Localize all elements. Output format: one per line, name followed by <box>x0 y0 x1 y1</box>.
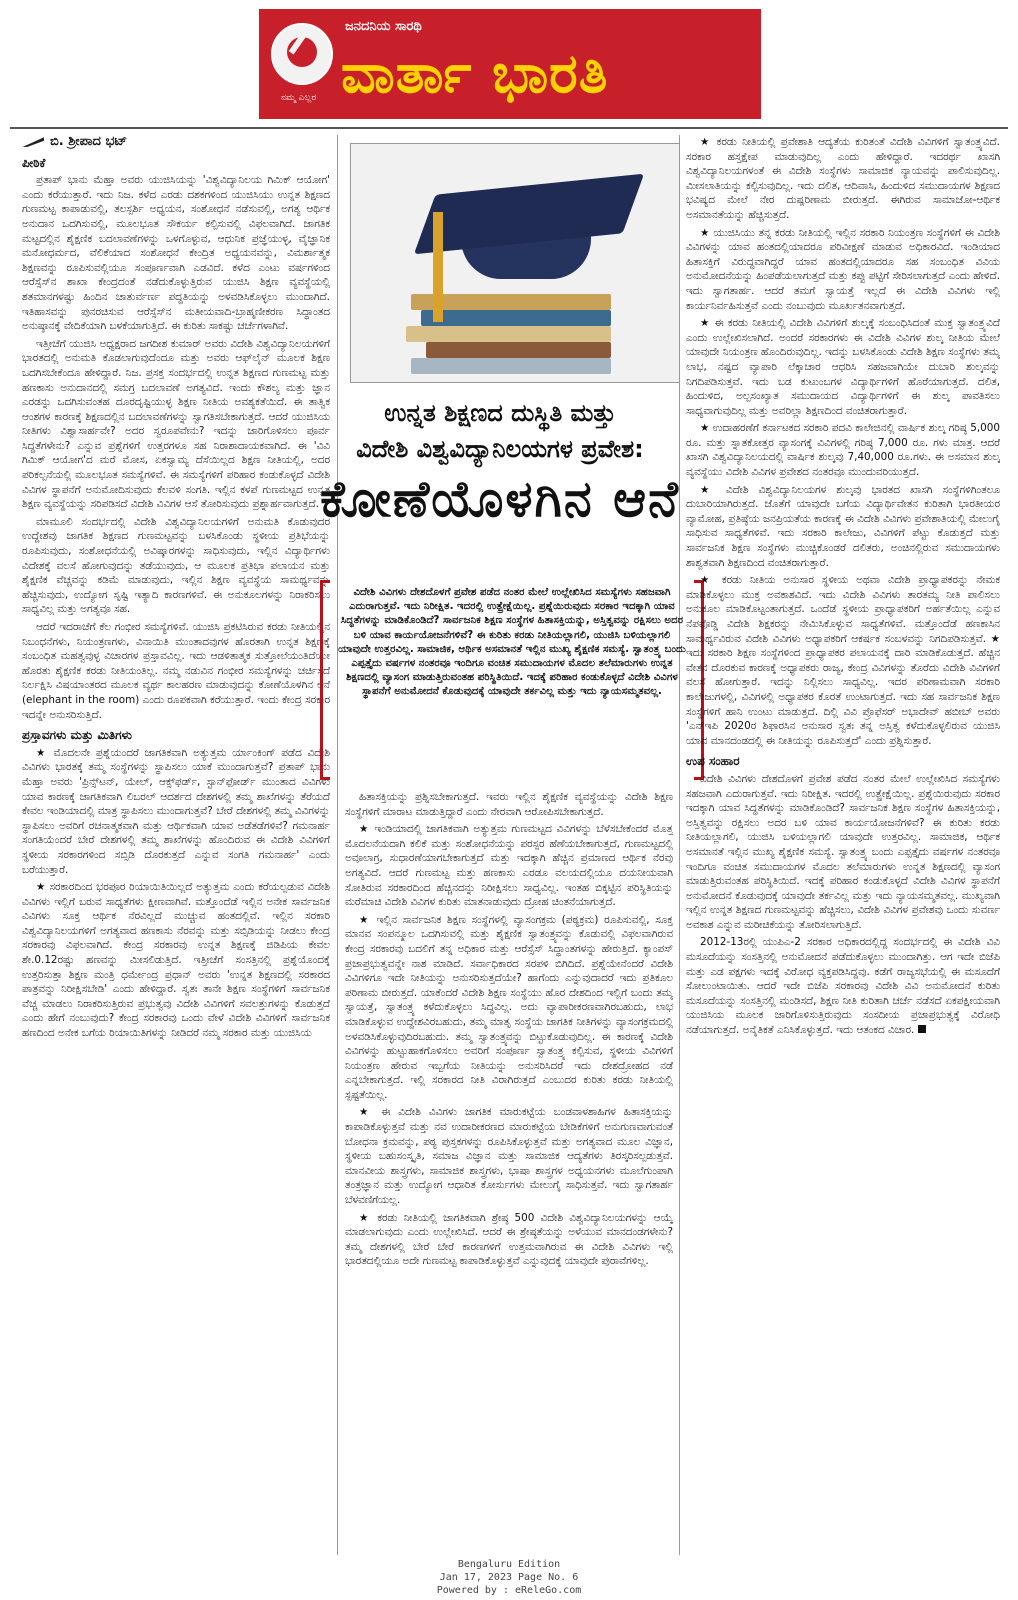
paragraph: ★ ಕರಡು ನೀತಿಯ ಅನುಸಾರ ಸ್ಥಳೀಯ ಅಥವಾ ವಿದೇಶಿ ಪ್ರಾಧ್ಯಾಪಕರನ್ನು ನೇಮಕ ಮಾಡಿಕೊಳ್ಳಲು ಮುಕ್ತ ಅವಕಾಶವಿದೆ. ಇದು ವಿದೇಶಿ ವಿವಿಗಳು ತಾರತಮ್ಯ ನೀತಿ ಪಾಲಿಸಲು ಅನುಕೂಲ ಮಾಡಿಕೊಟ್ಟಂತಾಗುತ್ತದೆ. ಒಂದೆಡೆ ಸ್ಥಳೀಯ ಪ್ರಾಧ್ಯಾಪಕರಿಗೆ ಅರ್ಹತೆಯಿಲ್ಲ ಎನ್ನುವ ನೆಪವೊಡ್ಡಿ ವಿದೇಶಿ ಶಿಕ್ಷಕರನ್ನು ನೇಮಿಸಿಕೊಳ್ಳುವ ಸಾಧ್ಯತೆಗಳಿವೆ. ಮತ್ತೊಂದೆಡೆ ಹಣಕಾಸಿನ ಸಾಮರ್ಥ್ಯವಿರುವ ವಿದೇಶಿ ವಿವಿಗಳು ಅಧ್ಯಾಪಕರಿಗೆ ಆಕರ್ಷಕ ಸಂಬಳವನ್ನು ನಿಗದಿಪಡಿಸುತ್ತವೆ. ★ ಇದು ಸರಕಾರಿ ಶಿಕ್ಷಣ ಸಂಸ್ಥೆಗಳಿಂದ ಪ್ರಾಧ್ಯಾಪಕರ ಪಲಾಯನಕ್ಕೆ ದಾರಿ ಮಾಡಿಕೊಡುತ್ತದೆ. ಹೆಚ್ಚಿನ ವೇತನ ದೊರಕುವ ಕಾರಣಕ್ಕೆ ಅಧ್ಯಾಪಕರು ರಾಜ್ಯ, ಕೇಂದ್ರ ವಿವಿಗಳನ್ನು ತೊರೆದು ವಿದೇಶಿ ವಿವಿಗಳಿಗೆ ವಲಸೆ ಹೋಗುತ್ತಾರೆ. ಇದನ್ನು ನಿಲ್ಲಿಸಲು ಸಾಧ್ಯವಿಲ್ಲ. ಇದರ ಪರಿಣಾಮವಾಗಿ ಸರಕಾರಿ ಕಾಲೇಜುಗಳಲ್ಲಿ, ವಿವಿಗಳಲ್ಲಿ ಅಧ್ಯಾಪಕರ ಕೊರತೆ ಉಂಟಾಗುತ್ತದೆ. ಇದು ಸಹ ಸಾರ್ವಜನಿಕ ಶಿಕ್ಷಣ ಸಂಸ್ಥೆಗಳಿಗೆ ಹಾನಿ ಉಂಟು ಮಾಡುತ್ತದೆ. ದಿಲ್ಲಿ ವಿವಿ ಪ್ರೊಫೆಸರ್ ಅಭಾದೇವ್ ಹಬೀಬ್ ಅವರು 'ಎನ್‌ಇಪಿ 2020ರ ಶಿಫಾರಸಿನ ಅನುಸಾರ ಸ್ವತಃ ತನ್ನ ಅಸ್ತಿತ್ವ ಕಳೆದುಕೊಳ್ಳಲಿರುವ ಯುಜಿಸಿ ಯಾವ ಮಾನದಂಡದಲ್ಲಿ ಈ ನೀತಿಯನ್ನು ರೂಪಿಸುತ್ತದೆ' ಎಂದು ಪ್ರಶ್ನಿಸುತ್ತಾರೆ. <box>686 574 1000 747</box>
paragraph: ★ ಕರಡು ನೀತಿಯಲ್ಲಿ ಜಾಗತಿಕವಾಗಿ ಶ್ರೇಷ್ಠ 500 ವಿದೇಶಿ ವಿಶ್ವವಿದ್ಯಾನಿಲಯಗಳನ್ನು ಆಯ್ಕೆ ಮಾಡಲಾಗುವುದು ಎಂದು ಉಲ್ಲೇಖಿಸಿದೆ. ಆದರೆ ಈ ಶ್ರೇಷ್ಠತೆಯನ್ನು ಅಳೆಯುವ ಮಾನದಂಡಗಳೇನು? ತಮ್ಮ ದೇಶಗಳಲ್ಲಿ ಬೇರೆ ಬೇರೆ ಕಾರಣಗಳಿಗೆ ಉತ್ತಮವಾಗಿರುವ ಈ ವಿದೇಶಿ ವಿವಿಗಳು ಇಲ್ಲಿ ಭಾರತದಲ್ಲಿಯೂ ಅದೇ ಗುಣಮಟ್ಟ ಕಾಪಾಡಿಕೊಳ್ಳುತ್ತವೆ ಎನ್ನುವುದಕ್ಕೆ ಯಾವುದೇ ಪುರಾವೆಗಳಿಲ್ಲ. <box>345 1211 673 1268</box>
paragraph: ★ ಈ ಕರಡು ನೀತಿಯಲ್ಲಿ ವಿದೇಶಿ ವಿವಿಗಳಿಗೆ ಶುಲ್ಕಕ್ಕೆ ಸಂಬಂಧಿಸಿದಂತೆ ಮುಕ್ತ ಸ್ವಾತಂತ್ರ್ಯವಿದೆ ಎಂದು ಉಲ್ಲೇಖಿಸಲಾಗಿದೆ. ಅಂದರೆ ಸರಕಾರಗಳು ಈ ವಿದೇಶಿ ವಿವಿಗಳ ಶುಲ್ಕ ನೀತಿಯ ಮೇಲೆ ಯಾವುದೇ ನಿಯಂತ್ರಣ ಹೊಂದಿರುವುದಿಲ್ಲ. ಇದನ್ನು ಬಳಸಿಕೊಂಡು ವಿದೇಶಿ ಶಿಕ್ಷಣ ಸಂಸ್ಥೆಗಳು ತಮ್ಮ ಲಾಭ, ನಷ್ಟದ ವ್ಯಾಪಾರಿ ಲೆಕ್ಕಾಚಾರ ಆಧರಿಸಿ ಸಹಜವಾಗಿಯೇ ದುಬಾರಿ ಶುಲ್ಕವನ್ನು ನಿಗದಿಪಡಿಸುತ್ತವೆ. ಇದು ಬಡ ಕುಟುಂಬಗಳ ವಿದ್ಯಾರ್ಥಿಗಳಿಗೆ ಹೊರೆಯಾಗುತ್ತದೆ. ದಲಿತ, ಹಿಂದುಳಿದ, ಅಲ್ಪಸಂಖ್ಯಾತ ಸಮುದಾಯದ ವಿದ್ಯಾರ್ಥಿಗಳಿಗೆ ಈ ಶುಲ್ಕ ಪಾವತಿಸಲು ಸಾಧ್ಯವಾಗುವುದಿಲ್ಲ ಮತ್ತು ಅವರಿಲ್ಲಾ ಶಿಕ್ಷಣದಿಂದ ವಂಚಿತರಾಗುತ್ತಾರೆ. <box>686 317 1000 417</box>
pull-quote-text: ವಿದೇಶಿ ವಿವಿಗಳು ದೇಶದೊಳಗೆ ಪ್ರವೇಶ ಪಡೆದ ನಂತರ ಮೇಲೆ ಉಲ್ಲೇಖಿಸಿದ ಸಮಸ್ಯೆಗಳು ಸಹಜವಾಗಿ ಎದುರಾಗುತ್ತವೆ. ಇದು ನಿರೀಕ್ಷಿತ. ಇದರಲ್ಲಿ ಉತ್ಪ್ರೇಕ್ಷೆಯಿಲ್ಲ. ಪ್ರಶ್ನೆಯಿರುವುದು ಸರಕಾರ ಇದಕ್ಕಾಗಿ ಯಾವ ಸಿದ್ಧತೆಗಳನ್ನು ಮಾಡಿಕೊಂಡಿದೆ? ಸಾರ್ವಜನಿಕ ಶಿಕ್ಷಣ ಸಂಸ್ಥೆಗಳ ಹಿತಾಸಕ್ತಿಯನ್ನು, ಅಸ್ತಿತ್ವವನ್ನು ರಕ್ಷಿಸಲು ಅದರ ಬಳಿ ಯಾವ ಕಾರ್ಯಯೋಜನೆಗಳಿವೆ? ಈ ಕುರಿತು ಕರಡು ನೀತಿಯಲ್ಲಾಗಲಿ, ಯುಜಿಸಿ ಬಳಿಯಲ್ಲಾಗಲಿ ಯಾವುದೇ ಉತ್ತರವಿಲ್ಲ. ಸಾಮಾಜಿಕ, ಆರ್ಥಿಕ ಅಸಮಾನತೆ ಇಲ್ಲಿನ ಮುಖ್ಯ ಶೈಕ್ಷಣಿಕ ಸಮಸ್ಯೆ. ಸ್ವಾತಂತ್ರ್ಯ ಬಂದು ಎಪ್ಪತ್ತೈದು ವರ್ಷಗಳ ನಂತರವೂ ಇಂದಿಗೂ ವಂಚಿತ ಸಮುದಾಯಗಳ ಮೊದಲ ತಲೆಮಾರುಗಳು ಉನ್ನತ ಶಿಕ್ಷಣದಲ್ಲಿ ವ್ಯಾಸಂಗ ಮಾಡುತ್ತಿರುವಂತಹ ಪರಿಸ್ಥಿತಿಯಿದೆ. ಇದಕ್ಕೆ ಪರಿಹಾರ ಕಂಡುಕೊಳ್ಳದೆ ವಿದೇಶಿ ವಿವಿಗಳ ಸ್ಥಾಪನೆಗೆ ಅನುಮೋದನೆ ಕೊಡುವುದಕ್ಕೆ ಯಾವುದೇ ತರ್ಕವಿಲ್ಲ ಮತ್ತು ಇದು ನ್ಯಾಯಸಮ್ಮತವಲ್ಲ. <box>338 587 686 698</box>
paragraph: ಆದರೆ ಇದರಾಚೆಗೆ ಕೆಲ ಗಂಭೀರ ಸಮಸ್ಯೆಗಳಿವೆ. ಯುಜಿಸಿ ಪ್ರಕಟಿಸಿರುವ ಕರಡು ನೀತಿಯಲ್ಲಿನ ನಿಬಂಧನೆಗಳು, ನಿಯಂತ್ರಣಗಳು, ವಿನಾಯಿತಿ ಮುಂತಾದವುಗಳ ಹೊರತಾಗಿ ಉನ್ನತ ಶಿಕ್ಷಣಕ್ಕೆ ಸಂಬಂಧಿತ ಮಹತ್ವವುಳ್ಳ ವಿಚಾರಗಳ ಪ್ರಸ್ತಾವವಿಲ್ಲ. ಇದು ಆಡಳಿತಾತ್ಮಕ ಸುತ್ತೋಲೆಯಂತಿದೆಯೇ ಹೊರತು ಶೈಕ್ಷಣಿಕ ಕರಡು ನೀತಿಯಂತಿಲ್ಲ. ನಮ್ಮ ನಡುವಿನ ಗಂಭೀರ ಸಮಸ್ಯೆಗಳನ್ನು ಚರ್ಚಿಸದೆ ನಿರ್ಲಕ್ಷಿಸಿ ವಿಷಯಾಂತರದ ಮೂಲಕ ವ್ಯರ್ಥ ಕಾಲಹರಣ ಮಾಡುವುದನ್ನು ಕೋಣೆಯೊಳಗಿನ ಆನೆ (elephant in the room) ಎಂದು ರೂಪಕವಾಗಿ ಕರೆಯುತ್ತಾರೆ. ಇಂದು ಕೇಂದ್ರ ಸರಕಾರ ಇದನ್ನೇ ಅನುಸರಿಸುತ್ತಿದೆ. <box>22 621 330 721</box>
edition-label: Bengaluru Edition <box>457 1559 561 1570</box>
quote-bracket-left <box>320 580 330 780</box>
article-column-2 <box>345 790 673 1552</box>
section-heading: ಪೀಠಿಕೆ <box>22 155 46 170</box>
section-heading: ಪ್ರಸ್ತಾವಗಳು ಮತ್ತು ಮಿತಿಗಳು <box>22 728 132 743</box>
headline-line-2: ವಿದೇಶಿ ವಿಶ್ವವಿದ್ಯಾನಿಲಯಗಳ ಪ್ರವೇಶ: <box>356 435 644 463</box>
column-divider-1 <box>337 135 338 1555</box>
paragraph: ★ ಇಂಡಿಯಾದಲ್ಲಿ ಜಾಗತಿಕವಾಗಿ ಅತ್ಯುತ್ತಮ ಗುಣಮಟ್ಟದ ವಿವಿಗಳನ್ನು ಬೆಳೆಸಬೇಕೆಂದರೆ ಮೊತ್ತ ಮೊದಲನೆಯದಾಗಿ ಕಲಿಕೆ ಮತ್ತು ಸಂಶೋಧನೆಯನ್ನು ಪರಸ್ಪರ ಹೆಣೆಯಬೇಕಾಗುತ್ತದೆ, ಗುಣಮಟ್ಟದಲ್ಲಿ ಅವೂಲಾಗ್ರ, ಸುಧಾರಣೆಯಾಗಬೇಕಾಗುತ್ತದೆ ಮತ್ತು ಇದಕ್ಕಾಗಿ ಹೆಚ್ಚಿನ ಪ್ರಮಾಣದ ಆರ್ಥಿಕ ನೆರವು ಅಗತ್ಯವಿದೆ. ಆದರೆ ಗುಣಮಟ್ಟ ಮತ್ತು ಹಣಕಾಸು ಎರಡೂ ವಲಯದಲ್ಲಿಯೂ ದಯನೀಯವಾಗಿ ಸೋತಿರುವ ಸರಕಾರದಿಂದ ಹೆಚ್ಚಿನದನ್ನು ನಿರೀಕ್ಷಿಸಲು ಸಾಧ್ಯವಿಲ್ಲ. ಇಂತಹ ಬಿಕ್ಕಟ್ಟಿನ ಪರಿಸ್ಥಿತಿಯನ್ನು ಮರೆಮಾಚಿ ವಿದೇಶಿ ವಿವಿಗಳ ಕುರಿತು ಮಾತನಾಡುವುದು ದ್ರೋಹ ಚಿಂತನೆಯಾಗುತ್ತದೆ. <box>345 823 673 909</box>
paragraph: ಮಾಮೂಲಿ ಸಂದರ್ಭದಲ್ಲಿ ವಿದೇಶಿ ವಿಶ್ವವಿದ್ಯಾನಿಲಯಗಳಿಗೆ ಅನುಮತಿ ಕೊಡುವುದರ ಉದ್ದೇಶವು ಜಾಗತಿಕ ಶಿಕ್ಷಣದ ಗುಣಮಟ್ಟವನ್ನು ಬಳಸಿಕೊಂಡು ಸ್ಥಳೀಯ ಪ್ರತಿಭೆಯನ್ನು ರೂಪಿಸುವುದು, ಸಂಶೋಧನೆಯಲ್ಲಿ ಅವಿಷ್ಕಾರಗಳನ್ನು ಸಾಧಿಸುವುದು, ಇಲ್ಲಿನ ವಿದ್ಯಾರ್ಥಿಗಳು ವಿದೇಶಕ್ಕೆ ವಲಸೆ ಹೋಗುವುದನ್ನು ತಡೆಯುವುದು, ಆ ಮೂಲಕ ಪ್ರತಿಭಾ ಪಲಾಯನ ಮತ್ತು ಶೈಕ್ಷಣಿಕ ವೆಚ್ಚವನ್ನು ಕಡಿಮೆ ಮಾಡುವುದು, ಇಲ್ಲಿನ ಶಿಕ್ಷಣ ವ್ಯವಸ್ಥೆಯ ಸಾಮರ್ಥ್ಯವನ್ನು ಹೆಚ್ಚಿಸುವುದು, ಉದ್ಯೋಗ ಸೃಷ್ಟಿ ಇತ್ಯಾದಿ ಕಾರಣಗಳಿವೆ. ಈ ಅನುಕೂಲಗಳನ್ನು ನಿರಾಕರಿಸಲು ಸಾಧ್ಯವಿಲ್ಲ ಮತ್ತು ಅಗತ್ಯವೂ ಸಹ. <box>22 515 330 616</box>
paragraph: ★ ಯುಜಿಸಿಯು ತನ್ನ ಕರಡು ನೀತಿಯಲ್ಲಿ ಇಲ್ಲಿನ ಸರಕಾರಿ ನಿಯಂತ್ರಣ ಸಂಸ್ಥೆಗಳಿಗೆ ಈ ವಿದೇಶಿ ವಿವಿಗಳನ್ನು ಯಾವ ಹಂತದಲ್ಲಿಯಾದರೂ ಪರಿವೀಕ್ಷಣೆ ಮಾಡುವ ಅಧಿಕಾರವಿದೆ. ಇಂಡಿಯಾದ ಹಿತಾಸಕ್ತಿಗೆ ವಿರುದ್ಧವಾಗಿದ್ದರೆ ಯಾವ ಹಂತದಲ್ಲಿಯಾದರೂ ಸಹ ಸಂಬಂಧಿತ ವಿವಿಯ ಅನುಮೋದನೆಯನ್ನು ಹಿಂಪಡೆಯಲಾಗುತ್ತದೆ ಮತ್ತು ಕಪ್ಪು ಪಟ್ಟಿಗೆ ಸೇರಿಸಲಾಗುತ್ತದೆ ಎಂದು ಹೇಳಿದೆ. ಇದು ಸ್ವಾಗತಾರ್ಹ. ಆದರೆ ತಮಗೆ ಸ್ವಾಯತ್ತೆ ಇಲ್ಲದೆ ಈ ವಿದೇಶಿ ವಿವಿಗಳು ಇಲ್ಲಿ ಕಾರ್ಯನಿರ್ವಹಿಸುತ್ತವೆ ಎಂದು ನಂಬುವುದು ಮೂರ್ಖತನವಾಗುತ್ತದೆ. <box>686 226 1000 312</box>
paragraph: ★ ಈ ವಿದೇಶಿ ವಿವಿಗಳು ಜಾಗತಿಕ ಮಾರುಕಟ್ಟೆಯ ಬಂಡವಾಳಶಾಹಿಗಳ ಹಿತಾಸಕ್ತಿಯನ್ನು ಕಾಪಾಡಿಕೊಳ್ಳುತ್ತವೆ ಮತ್ತು ನವ ಉದಾರೀಕರಣದ ಮಾರುಕಟ್ಟೆಯ ಬೇಡಿಕೆಗಳಿಗೆ ಅನುಗುಣವಾಗುವಂತೆ ಬೋಧನಾ ಕ್ರಮವನ್ನು, ಪಠ್ಯ ಪುಸ್ತಕಗಳನ್ನು ರೂಪಿಸಿಕೊಳ್ಳುತ್ತವೆ ಮತ್ತು ಅಗತ್ಯವಾದ ಮೂಲ ವಿಜ್ಞಾನ, ಸ್ಥಳೀಯ ಬಹುಸಂಸ್ಕೃತಿ, ಸಮಾಜ ವಿಜ್ಞಾನ ಮತ್ತು ಸಾಮಾಜಿಕ ಆದ್ಯತೆಗಳು ತಿರಸ್ಕರಿಸಲ್ಪಡುತ್ತವೆ. ಮಾನವೀಯ ಶಾಸ್ತ್ರಗಳು, ಸಾಮಾಜಿಕ ಶಾಸ್ತ್ರಗಳು, ಭಾಷಾ ಶಾಸ್ತ್ರಗಳ ಅಧ್ಯಯನಗಳು ಮೂಲೆಗುಂಪಾಗಿ ತಂತ್ರಜ್ಞಾನ ಮತ್ತು ಉದ್ಯೋಗ ಆಧಾರಿತ ಕೋರ್ಸುಗಳು ಮೇಲುಗೈ ಸಾಧಿಸುತ್ತವೆ. ಇದು ಸ್ವಾಗತಾರ್ಹ ಬೆಳವಣಿಗೆಯಲ್ಲ. <box>345 1106 673 1207</box>
paragraph: ಹಿತಾಸಕ್ತಿಯನ್ನು ಪ್ರಶ್ನಿಸಬೇಕಾಗುತ್ತದೆ. ಇವರು ಇಲ್ಲಿನ ಶೈಕ್ಷಣಿಕ ವ್ಯವಸ್ಥೆಯನ್ನು ವಿದೇಶಿ ಶಿಕ್ಷಣ ಸಂಸ್ಥೆಗಳಿಗೆ ಮಾರಾಟ ಮಾಡುತ್ತಿದ್ದಾರೆ ಎಂದು ನೇರವಾಗಿ ಆರೋಪಿಸಬೇಕಾಗುತ್ತದೆ. <box>345 791 673 818</box>
paragraph: ಪ್ರತಾಪ್ ಭಾನು ಮೆಹ್ತಾ ಅವರು ಯುಜಿಸಿಯನ್ನು 'ವಿಶ್ವವಿದ್ಯಾನಿಲಯ ಗಿಮಿಕ್ ಆಯೋಗ' ಎಂದು ಕರೆಯುತ್ತಾರೆ. ಇದು ನಿಜ. ಕಳೆದ ಎರಡು ದಶಕಗಳಿಂದ ಯುಜಿಸಿಯು ಉನ್ನತ ಶಿಕ್ಷಣದ ಗುಣಮಟ್ಟ ಕಾಪಾಡುವಲ್ಲಿ, ತಲಸ್ಪರ್ಶಿ ಅಧ್ಯಯನ, ಸಂಶೋಧನೆ ನಡೆಸುವಲ್ಲಿ, ಅಗತ್ಯ ಆರ್ಥಿಕ ಅನುದಾನ ಒದಗಿಸುವಲ್ಲಿ, ಮೂಲಭೂತ ಸೌಕರ್ಯ ಕಲ್ಪಿಸುವಲ್ಲಿ ವಿಫಲವಾಗಿದೆ. ಜಾಗತಿಕ ಮಟ್ಟದಲ್ಲಿನ ಶೈಕ್ಷಣಿಕ ಬದಲಾವಣೆಗಳನ್ನು ಒಳಗೊಳ್ಳುವ, ಆಧುನಿಕ ಪ್ರಜ್ಞೆಯುಳ್ಳ, ವೈಜ್ಞಾನಿಕ ಮನೋಧರ್ಮದ, ವೆಲಿಕೆಯಾದ ಸಂಶೋಧನೆ ಕೇಂದ್ರಿತ ಅಧ್ಯಯನವನ್ನು, ವಿಮರ್ಶಾತ್ಮಕ ಶಿಕ್ಷಣವನ್ನು ರೂಪಿಸುವಲ್ಲಿಯೂ ಸಂಪೂರ್ಣವಾಗಿ ಎಡವಿದೆ. ಕಳೆದ ಎಂಟು ವರ್ಷಗಳಿಂದ ಆರೆಸ್ಸೆಸ್‌ನ ಶಾಖಾ ಕೇಂದ್ರದಂತೆ ನಡೆದುಕೊಳ್ಳುತ್ತಿರುವ ಯುಜಿಸಿ ಶಿಕ್ಷಣ ವ್ಯವಸ್ಥೆಯಲ್ಲಿ ಶತಮಾನಗಳಷ್ಟು ಹಿಂದಿನ ಚಾತುರ್ವರ್ಣ ಪದ್ಧತಿಯನ್ನು ಅಳವಡಿಸಿಕೊಳ್ಳಲು ಮುಂದಾಗಿದೆ. ಇತಿಹಾಸವನ್ನು ಪುನರಚಿಸುವ ಆರೆಸ್ಸೆಸ್‌ನ ಮತೀಯವಾದಿ-ಬ್ರಾಹ್ಮಣೀಕರಣ ಸಿದ್ಧಾಂತದ ಅನುಷ್ಠಾನಕ್ಕೆ ವೇದಿಕೆಯಾಗಿ ಬಳಕೆಯಾಗುತ್ತಿದೆ. ಈ ಕುರಿತು ಸಾಕಷ್ಟು ಚರ್ಚೆಗಳಾಗಿವೆ. <box>22 174 330 333</box>
paragraph <box>686 935 1000 1037</box>
paragraph: ★ ಕರಡು ನೀತಿಯಲ್ಲಿ ಪ್ರವೇಶಾತಿ ಆದ್ಯತೆಯ ಕುರಿತಂತೆ ವಿದೇಶಿ ವಿವಿಗಳಿಗೆ ಸ್ವಾತಂತ್ರ್ಯವಿದೆ. ಸರಕಾರ ಹಸ್ತಕ್ಷೇಪ ಮಾಡುವುದಿಲ್ಲ ಎಂದು ಹೇಳಿದ್ದಾರೆ. ಇದರರ್ಥ ಖಾಸಗಿ ವಿಶ್ವವಿದ್ಯಾನಿಲಯಗಳಂತೆ ಈ ವಿದೇಶಿ ಸಂಸ್ಥೆಗಳು ಸಾಮಾಜಿಕ ನ್ಯಾಯವನ್ನು ಪಾಲಿಸುವುದಿಲ್ಲ. ಮೀಸಲಾತಿಯನ್ನು ಕಲ್ಪಿಸುವುದಿಲ್ಲ. ಇದು ದಲಿತ, ಆದಿವಾಸಿ, ಹಿಂದುಳಿದ ಸಮುದಾಯಗಳ ಶಿಕ್ಷಣದ ಭವಿಷ್ಯದ ಮೇಲೆ ನೇರ ದುಷ್ಪರಿಣಾಮ ಬೀರುತ್ತದೆ. ಈಗಿರುವ ಸಾಮಾಜೋ-ಆರ್ಥಿಕ ಅಸಮಾನತೆಯನ್ನು ಹೆಚ್ಚಿಸುತ್ತದೆ. <box>686 136 1000 221</box>
end-of-article-mark <box>918 1025 926 1033</box>
section-heading: ಉಪ ಸಂಹಾರ <box>686 754 740 769</box>
paragraph-text: 2012-13ರಲ್ಲಿ ಯುಪಿಎ-2 ಸರಕಾರ ಅಧಿಕಾರದಲ್ಲಿದ್ದ ಸಂದರ್ಭದಲ್ಲಿ ಈ ವಿದೇಶಿ ವಿವಿ ಮಸೂದೆಯನ್ನು ಸಂಸತ್ತಿನಲ್ಲಿ ಅನುಮೋದನೆ ಪಡೆದುಕೊಳ್ಳಲು ಮುಂದಾಗಿತ್ತು. ಆಗ ಇದೇ ಬಿಜೆಪಿ ಮತ್ತು ಎಡ ಪಕ್ಷಗಳು ಇದಕ್ಕೆ ವಿರೋಧ ವ್ಯಕ್ತಪಡಿಸಿದ್ದವು. ಕಡೆಗೆ ರಾಜ್ಯಸಭೆಯಲ್ಲಿ ಈ ಮಸೂದೆಗೆ ಸೋಲುಂಟಾಯಿತು. ಆದರೆ ಇದೇ ಬಿಜೆಪಿ ಸರಕಾರವು ವಿದೇಶಿ ವಿವಿ ಅನುಮೋದನೆ ಕುರಿತು ಮಸೂದೆಯನ್ನು ಸಂಸತ್ತಿನಲ್ಲಿ ಮಂಡಿಸದೆ, ಶಿಕ್ಷಣ ನೀತಿ ಕುರಿತಾಗಿ ಚರ್ಚೆ ನಡೆಸದೆ ಏಕಪಕ್ಷೀಯವಾಗಿ ಯುಜಿಸಿಯ ಮೂಲಕ ಜಾರಿಗೊಳಿಸುತ್ತಿರುವುದು ಸಂಸದೀಯ ಪ್ರಜಾಪ್ರಭುತ್ವಕ್ಕೆ ವಿರೋಧಿ ನಡೆಯಾಗುತ್ತದೆ. ಅನೈತಿಕತೆ ಎನಿಸಿಕೊಳ್ಳುತ್ತದೆ. ಇದು ಆತಂಕದ ವಿಚಾರ. <box>686 936 1000 1037</box>
globe-logo-icon <box>271 23 333 85</box>
date-page-label: Jan 17, 2023 Page No. 6 <box>439 1572 579 1583</box>
byline <box>22 135 330 150</box>
pen-icon <box>22 137 44 147</box>
graduation-cap-books-photo <box>350 143 680 383</box>
masthead-motto: ನಮ್ಮ ಎಲ್ಲರ <box>281 93 317 103</box>
masthead-logo <box>259 9 761 119</box>
paragraph: ಇತ್ತೀಚೆಗೆ ಯುಜಿಸಿ ಅಧ್ಯಕ್ಷರಾದ ಜಗದೀಶ ಕುಮಾರ್ ಅವರು ವಿದೇಶಿ ವಿಶ್ವವಿದ್ಯಾನಿಲಯಗಳಿಗೆ ಭಾರತದಲ್ಲಿ ಅನುಮತಿ ಕೊಡಲಾಗುವುದೆಂದೂ ಮತ್ತು ಅವರು ಆಫ್‌ಲೈನ್ ಮೂಲಕ ಶಿಕ್ಷಣ ಒದಗಿಸಬೇಕೆಂದೂ ಹೇಳಿದ್ದಾರೆ. ನಿಜ. ಪ್ರಸಕ್ತ ಸಂದರ್ಭದಲ್ಲಿ ಉನ್ನತ ಶಿಕ್ಷಣದ ಗುಣಮಟ್ಟ ಮತ್ತು ಹಣಕಾಸು ಅನುದಾನದಲ್ಲಿ ಸಮಗ್ರ ಬದಲಾವಣೆ ಅಗತ್ಯವಿದೆ. ಇಂದು ಕೌಶಲ್ಯ ಮತ್ತು ಜ್ಞಾನ ಎರಡನ್ನು ಒದಗಿಸುವಂತಹ ದೂರದೃಷ್ಟಿಯುಳ್ಳ ಶಿಕ್ಷಣ ನೀತಿಯ ಅವಶ್ಯಕತೆಯಿದೆ. ಈ ತಾತ್ವಿಕ ಆಂಶಗಳ ಕಾರಣಕ್ಕೆ ಶಿಕ್ಷಣದಲ್ಲಿನ ಬದಲಾವಣೆಗಳನ್ನು ಸ್ವಾಗತಿಸಬೇಕಾಗುತ್ತದೆ. ಆದರೆ ಯುಜಿಸಿಯ ನೀತಿಗಳು ವಿಶ್ವಾಸಾರ್ಹವೇ? ಅದರ ಸ್ವರೂಪವೇನು? ಇದನ್ನು ಜಾರಿಗೊಳಿಸಲು ಪೂರ್ವ ಸಿದ್ಧತೆಗಳೇನು? ಎನ್ನುವ ಪ್ರಶ್ನೆಗಳಿಗೆ ಉತ್ತರಗಳೂ ಸಹ ನಿರಾಶಾದಾಯಕವಾಗಿದೆ. ಈ 'ವಿವಿ ಗಿಮಿಕ್ ಆಯೋಗ'ದ ಮರೆ ಮೋಸ, ಏಕಸ್ವಾಮ್ಯ ದೆಸೆಯಿಲ್ಲದ ಶಿಕ್ಷಣ ನೀತಿಯಲ್ಲಿ, ಅದರ ಪರಿಕಲ್ಪನೆಯಲ್ಲಿ ಮೂಲಭೂತ ಸಮಸ್ಯೆಗಳಿವೆ. ಈ ಸಮಸ್ಯೆಗಳಿಗೆ ಪರಿಹಾರ ಕಂಡುಕೊಳ್ಳದೆ ವಿದೇಶಿ ವಿವಿಗಳ ಸ್ಥಾಪನೆಗೆ ಅನುಮೋದಿಸುವುದು ಕೆಲವಳಿ ಸಂಗತಿ. ಇಲ್ಲಿನ ಕಳಪೆ ಗುಣಮಟ್ಟದ ಉನ್ನತ ಶಿಕ್ಷಣ ವ್ಯವಸ್ಥೆಯನ್ನು ಸರಿಪಡಿಸದೆ ವಿದೇಶಿ ವಿವಿಗಳ ಆಸೆ ತೋರಿಸುವುದು ಪ್ರಶ್ನಾರ್ಹವಾಗುತ್ತದೆ. <box>22 337 330 511</box>
article-column-1 <box>22 135 330 1553</box>
pull-quote <box>320 580 704 780</box>
paragraph: ★ ಸರಕಾರದಿಂದ ಭರಪೂರ ರಿಯಾಯಿತಿಯಿಲ್ಲದೆ ಅತ್ಯುತ್ತಮ ಎಂದು ಕರೆಯಲ್ಪಡುವ ವಿದೇಶಿ ವಿವಿಗಳು ಇಲ್ಲಿಗೆ ಬರುವ ಸಾಧ್ಯತೆಗಳು ಕ್ಷೀಣವಾಗಿವೆ. ಮತ್ತೊಂದೆಡೆ ಇಲ್ಲಿನ ಅನೇಕ ಸಾರ್ವಜನಿಕ ವಿವಿಗಳು ಸೂಕ್ತ ಆರ್ಥಿಕ ನೆರವಿಲ್ಲದೆ ಮುಚ್ಚುವ ಹಂತದಲ್ಲಿವೆ. ಇಲ್ಲಿನ ಸರಕಾರಿ ವಿಶ್ವವಿದ್ಯಾನಿಲಯಗಳಿಗೆ ಅಗತ್ಯವಾದ ಹಣಕಾಸು ನೆರವನ್ನು ಮತ್ತು ಸಬ್ಸಿಡಿಯನ್ನು ನೀಡಲು ಕೇಂದ್ರ ಸರಕಾರವು ವಿಫಲವಾಗಿದೆ. ಕೇಂದ್ರ ಸರಕಾರವು ಉನ್ನತ ಶಿಕ್ಷಣಕ್ಕೆ ಜಿಡಿಪಿಯ ಕೇವಲ ಶೇ.0.12ರಷ್ಟು ಹಣವನ್ನು ಮೀಸಲಿಡುತ್ತಿದೆ. ಇತ್ತೀಚೆಗೆ ಸಂಸತ್ತಿನಲ್ಲಿ ಪ್ರಶ್ನೆಯೊಂದಕ್ಕೆ ಉತ್ತರಿಸುತ್ತಾ ಶಿಕ್ಷಣ ಮಂತ್ರಿ ಧರ್ಮೇಂದ್ರ ಪ್ರಧಾನ್ ಅವರು 'ಉನ್ನತ ಶಿಕ್ಷಣದಲ್ಲಿ ಸರಕಾರದ ಪಾತ್ರವನ್ನು ನಿರೀಕ್ಷಿಸಬೇಡಿ' ಎಂದು ಹೇಳಿದ್ದಾರೆ. ಸ್ವತಃ ತಾನೇ ಶಿಕ್ಷಣ ಸಂಸ್ಥೆಗಳಿಗೆ ಸಾರ್ವಜನಿಕ ವೆಚ್ಚ ಮಾಡಲು ನಿರಾಕರಿಸುತ್ತಿರುವ ಪ್ರಭುತ್ವವು ವಿದೇಶಿ ವಿವಿಗಳಿಗೆ ಸವಲತ್ತುಗಳನ್ನು ಕೊಡುತ್ತದೆ ಎಂದು ಹೇಗೆ ನಂಬುವುದು? ಕೇಂದ್ರ ಸರಕಾರವು ಒಂದು ವೇಳೆ ವಿದೇಶಿ ವಿವಿಗಳಿಗೆ ಸಾರ್ವಜನಿಕ ಹಣದಿಂದ ಅನೇಕ ಬಗೆಯ ರಿಯಾಯಿತಿಗಳನ್ನು ನೀಡಿದರೆ ನಮ್ಮ ಸರಕಾರ ಮತ್ತು ಯುಜಿಸಿಯ <box>22 881 330 1040</box>
article-column-3 <box>686 135 1000 1553</box>
paragraph: ★ ವಿದೇಶಿ ವಿಶ್ವವಿದ್ಯಾನಿಲಯಗಳ ಶುಲ್ಕವು ಭಾರತದ ಖಾಸಗಿ ಸಂಸ್ಥೆಗಳಿಗಿಂತಲೂ ದುಬಾರಿಯಾಗಿರುತ್ತದೆ. ಜೊತೆಗೆ ಯಾವುದೇ ಬಗೆಯ ವಿದ್ಯಾರ್ಥಿವೇತನ ಕುರಿತಾಗಿ ಭಾರತೀಯರ ವ್ಯಾಮೋಹ, ಪ್ರತಿಷ್ಠೆಯ ಜನಪ್ರಿಯತೆಯ ಕಾರಣಕ್ಕೆ ಈ ವಿದೇಶಿ ವಿವಿಗಳು ಪ್ರವೇಶಾತಿಯಲ್ಲಿ ಮೇಲುಗೈ ಸಾಧಿಸುವ ಸಾಧ್ಯತೆಗಳಿವೆ. ಇದು ಸರಕಾರಿ ಕಾಲೇಜು, ವಿವಿಗಳಿಗೆ ಪೆಟ್ಟು ಕೊಡುತ್ತದೆ ಮತ್ತು ಸಾರ್ವಜನಿಕ ಶಿಕ್ಷಣ ಸಂಸ್ಥೆಗಳು ಮುಚ್ಚಿಕೊಂಡರೆ ದಲಿತರು, ಅಂಚಿನಲ್ಲಿರುವ ಸಮುದಾಯಗಳು ಶಾಶ್ವತವಾಗಿ ಶಿಕ್ಷಣದಿಂದ ವಂಚಿತರಾಗುತ್ತಾರೆ. <box>686 483 1000 569</box>
masthead-brand: ವಾರ್ತಾ ಭಾರತಿ <box>341 42 609 105</box>
headline-line-1: ಉನ್ನತ ಶಿಕ್ಷಣದ ದುಸ್ಥಿತಿ ಮತ್ತು <box>384 399 616 427</box>
article-headline <box>290 395 710 531</box>
paragraph: ವಿದೇಶಿ ವಿವಿಗಳು ದೇಶದೊಳಗೆ ಪ್ರವೇಶ ಪಡೆದ ನಂತರ ಮೇಲೆ ಉಲ್ಲೇಖಿಸಿದ ಸಮಸ್ಯೆಗಳು ಸಹಜವಾಗಿ ಎದುರಾಗುತ್ತವೆ. ಇದು ನಿರೀಕ್ಷಿತ. ಇದರಲ್ಲಿ ಉತ್ಪ್ರೇಕ್ಷೆಯಿಲ್ಲ. ಪ್ರಶ್ನೆಯಿರುವುದು ಸರಕಾರ ಇದಕ್ಕಾಗಿ ಯಾವ ಸಿದ್ಧತೆಗಳನ್ನು ಮಾಡಿಕೊಂಡಿದೆ? ಸಾರ್ವಜನಿಕ ಶಿಕ್ಷಣ ಸಂಸ್ಥೆಗಳ ಹಿತಾಸಕ್ತಿಯನ್ನು, ಅಸ್ತಿತ್ವವನ್ನು ರಕ್ಷಿಸಲು ಅದರ ಬಳಿ ಯಾವ ಕಾರ್ಯಯೋಜನೆಗಳಿವೆ? ಈ ಕುರಿತು ಕರಡು ನೀತಿಯಲ್ಲಾಗಲಿ, ಯುಜಿಸಿ ಬಳಿಯಲ್ಲಾಗಲಿ ಯಾವುದೇ ಉತ್ತರವಿಲ್ಲ. ಸಾಮಾಜಿಕ, ಆರ್ಥಿಕ ಅಸಮಾನತೆ ಇಲ್ಲಿನ ಮುಖ್ಯ ಶೈಕ್ಷಣಿಕ ಸಮಸ್ಯೆ. ಸ್ವಾತಂತ್ರ್ಯ ಬಂದು ಎಪ್ಪತ್ತೈದು ವರ್ಷಗಳ ನಂತರವೂ ಇಂದಿಗೂ ವಂಚಿತ ಸಮುದಾಯಗಳ ಮೊದಲ ತಲೆಮಾರುಗಳು ಉನ್ನತ ಶಿಕ್ಷಣದಲ್ಲಿ ವ್ಯಾಸಂಗ ಮಾಡುತ್ತಿರುವಂತಹ ಪರಿಸ್ಥಿತಿಯಿದೆ. ಇದಕ್ಕೆ ಪರಿಹಾರ ಕಂಡುಕೊಳ್ಳದೆ ವಿದೇಶಿ ವಿವಿಗಳ ಸ್ಥಾಪನೆಗೆ ಅನುಮೋದನೆ ಕೊಡುವುದಕ್ಕೆ ಯಾವುದೇ ತರ್ಕವಿಲ್ಲ ಮತ್ತು ಇದು ನ್ಯಾಯಸಮ್ಮತವಲ್ಲ. ಮುಖ್ಯವಾಗಿ ಇಲ್ಲಿನ ಉನ್ನತ ಶಿಕ್ಷಣದ ಗುಣಮಟ್ಟವನ್ನು ಹೆಚ್ಚಿಸಲು, ವಿದೇಶಿ ವಿವಿಗಳ ಪ್ರವೇಶವು ಒಂದು ಸುವರ್ಣ ಅವಕಾಶ ಎನ್ನುವ ಮರೀಚಿಕೆಯನ್ನು ತೋರಿಸಲಾಗುತ್ತಿದೆ. <box>686 772 1000 931</box>
paragraph: ★ ಇಲ್ಲಿನ ಸಾರ್ವಜನಿಕ ಶಿಕ್ಷಣ ಸಂಸ್ಥೆಗಳಲ್ಲಿ ವ್ಯಾಸಂಗಕ್ರಮ (ಪಠ್ಯಕ್ರಮ) ರೂಪಿಸುವಲ್ಲಿ, ಸೂಕ್ತ ಮಾನವ ಸಂಪನ್ಮೂಲ ಒದಗಿಸುವಲ್ಲಿ ಮತ್ತು ಶೈಕ್ಷಣಿಕ ಸ್ವಾತಂತ್ರ್ಯವನ್ನು ಕೊಡುವಲ್ಲಿ ವಿಫಲವಾಗಿರುವ ಕೇಂದ್ರ ಸರಕಾರವು ಬದಲಿಗೆ ತನ್ನ ಅಧಿಕಾರ ಮತ್ತು ಆರೆಸ್ಸೆಸ್ ಸಿದ್ಧಾಂತಗಳನ್ನು ಹೇರುತ್ತಿದೆ. ಕ್ಯಾಂಪಸ್ ಪ್ರಜಾಪ್ರಭುತ್ವವನ್ನೇ ನಾಶ ಮಾಡಿದೆ. ಸರ್ವಾಧಿಕಾರದ ಸರಪಳಿ ಬಿಗಿದಿದೆ. ಪ್ರಶ್ನೆಯೇನೆಂದರೆ ವಿದೇಶಿ ವಿವಿಗಳಿಗೂ ಇದೇ ನೀತಿಯನ್ನು ಅನುಸರಿಸುತ್ತದೆಯೇ? ಹಾಗೆಂದು ಎನ್ನುವುದಾದರೆ ಇದು ಪ್ರತಿಕೂಲ ಪರಿಣಾಮ ಬೀರುತ್ತದೆ. ಯಾಕೆಂದರೆ ವಿದೇಶಿ ಶಿಕ್ಷಣ ಸಂಸ್ಥೆಯು ಹೊರ ದೇಶದಿಂದ ಇಲ್ಲಿಗೆ ಬಂದು ತಮ್ಮ ಸ್ವಾಯತ್ತೆ, ಸ್ವಾತಂತ್ರ್ಯ ಕಳೆದುಕೊಳ್ಳಲು ಸಿದ್ಧವಿಲ್ಲ. ಅದು ವ್ಯಾಪಾರೀಕರಣವಾಗಿರಬಹುದು, ಲಾಭ ಮಾಡಿಕೊಳ್ಳುವ ಉದ್ದೇಶವಿರಬಹುದು, ತಮ್ಮ ಮಾತೃ ಸಂಸ್ಥೆಯ ಜಾಗತಿಕ ನೀತಿಗಳನ್ನು ವ್ಯಾಸಂಗಕ್ರಮದಲ್ಲಿ ಅಳವಡಿಸಿಕೊಳ್ಳುವುದಿರಬಹುದು. ತಮ್ಮ ಸ್ವಾತಂತ್ರ್ಯವನ್ನು ಬಿಟ್ಟುಕೊಡುವುದಿಲ್ಲ. ಈ ಕಾರಣಕ್ಕೆ ವಿದೇಶಿ ವಿವಿಗಳನ್ನು ಹುಟ್ಟುಹಾಕಗೊಳಿಸಲು ಅವರಿಗೆ ಸಂಪೂರ್ಣ ಸ್ವಾತಂತ್ರ್ಯ ಕಲ್ಪಿಸುವ, ಸ್ಥಳೀಯ ವಿವಿಗಳಿಗೆ ನಿಯಂತ್ರಣ ಹೇರುವ ಇಬ್ಬಗೆಯ ನೀತಿಯನ್ನು ಅನುಸರಿಸಿದರೆ ಇದು ದೇಶದ್ರೋಹದ ನಡೆ ಎನ್ನಬೇಕಾಗುತ್ತದೆ. ಇಲ್ಲಿ ಸರಕಾರದ ನೀತಿ ವಿರಾಗಿರುತ್ತದೆ ಎಂಬುದರ ಕುರಿತು ಕರಡು ನೀತಿಯಲ್ಲಿ ಸ್ಪಷ್ಟತೆಯಿಲ್ಲ. <box>345 913 673 1101</box>
powered-by-label: Powered by : eReleGo.com <box>436 1585 582 1596</box>
headline-main: ಕೋಣೆಯೊಳಗಿನ ಆನೆ <box>320 470 680 528</box>
top-divider <box>10 127 1008 129</box>
paragraph: ★ ಮೊದಲನೇ ಪ್ರಶ್ನೆಯಂದರೆ ಜಾಗತಿಕವಾಗಿ ಅತ್ಯುತ್ತಮ ರ್ಯಾಂಕಿಂಗ್ ಪಡೆದ ವಿದೇಶಿ ವಿವಿಗಳು ಭಾರತಕ್ಕೆ ತಮ್ಮ ಸಂಸ್ಥೆಗಳನ್ನು ಸ್ಥಾಪಿಸಲು ಯಾಕೆ ಮುಂದಾಗುತ್ತವೆ? ಪ್ರತಾಪ್ ಭಾನು ಮೆಹ್ತಾ ಅವರು 'ಪ್ರಿನ್ಸ್‌ಟನ್, ಯೇಲ್, ಆಕ್ಸ್‌ಫರ್ಡ್, ಸ್ಟಾನ್‌ಫೋರ್ಡ್ ಮುಂತಾದ ವಿವಿಗಳು ಯಾವ ಕಾರಣಕ್ಕೆ ಜಾಗತಿಕವಾಗಿ ಲಿಬರಲ್ ಆದರ್ಶದ ದೇಶಗಳಲ್ಲಿ ತಮ್ಮ ಶಾಖೆಗಳನ್ನು ತೆರೆಯದೆ ಕೇವಲ ಇಂಡಿಯಾದಲ್ಲಿ ಮಾತ್ರ ಸ್ಥಾಪಿಸಲು ಮುಂದಾಗುತ್ತವೆ? ಬೇರೆ ದೇಶಗಳಲ್ಲಿ ತಮ್ಮ ವಿವಿಗಳನ್ನು ಸ್ಥಾಪಿಸಲು ಅವರಿಗೆ ರಚನಾತ್ಮಕವಾಗಿ ಮತ್ತು ಆರ್ಥಿಕವಾಗಿ ಯಾವ ಅಡೆತಡೆಗಳಿವೆ? ಗಮನಾರ್ಹ ಸಂಗತಿಯೆಂದರೆ ಬೇರೆ ದೇಶಗಳಲ್ಲಿ ತಮ್ಮ ಶಾಖೆಗಳನ್ನು ಹೊಂದಿರುವ ಈ ವಿದೇಶಿ ವಿವಿಗಳಿಗೆ ಸ್ಥಳೀಯ ಸರಕಾರಗಳಿಂದ ಸಬ್ಸಿಡಿ ದೊರಕುತ್ತದೆ ಎನ್ನುವ ಸಂಗತಿ ಗಮನಾರ್ಹ' ಎಂದು ಬರೆಯುತ್ತಾರೆ. <box>22 746 330 876</box>
masthead-tagline: ಜನದನಿಯ ಸಾರಥಿ <box>345 19 422 34</box>
page-footer <box>0 1558 1018 1597</box>
paragraph: ★ ಉದಾಹರಣೆಗೆ ಕರ್ನಾಟಕದ ಸರಕಾರಿ ಪದವಿ ಕಾಲೇಜಿನಲ್ಲಿ ವಾರ್ಷಿಕ ಶುಲ್ಕ ಗರಿಷ್ಠ 5,000 ರೂ. ಮತ್ತು ಸ್ನಾತಕೋತ್ತರ ವ್ಯಾಸಂಗಕ್ಕೆ ವಿವಿಗಳಲ್ಲಿ ಗರಿಷ್ಠ 7,000 ರೂ. ಗಳು ಮಾತ್ರ. ಆದರೆ ಖಾಸಗಿ ವಿಶ್ವವಿದ್ಯಾನಿಲಯದಲ್ಲಿ ವಾರ್ಷಿಕ ಶುಲ್ಕವು 7,40,000 ರೂ.ಗಳು. ಈ ಅಸಮಾನ ಶುಲ್ಕ ವ್ಯವಸ್ಥೆಯು ವಿದೇಶಿ ವಿವಿಗಳ ಪ್ರವೇಶದ ನಂತರವೂ ಮುಂದುವರಿಯುತ್ತದೆ. <box>686 422 1000 479</box>
author-name: ಬಿ. ಶ್ರೀಪಾದ ಭಟ್ <box>50 135 128 149</box>
